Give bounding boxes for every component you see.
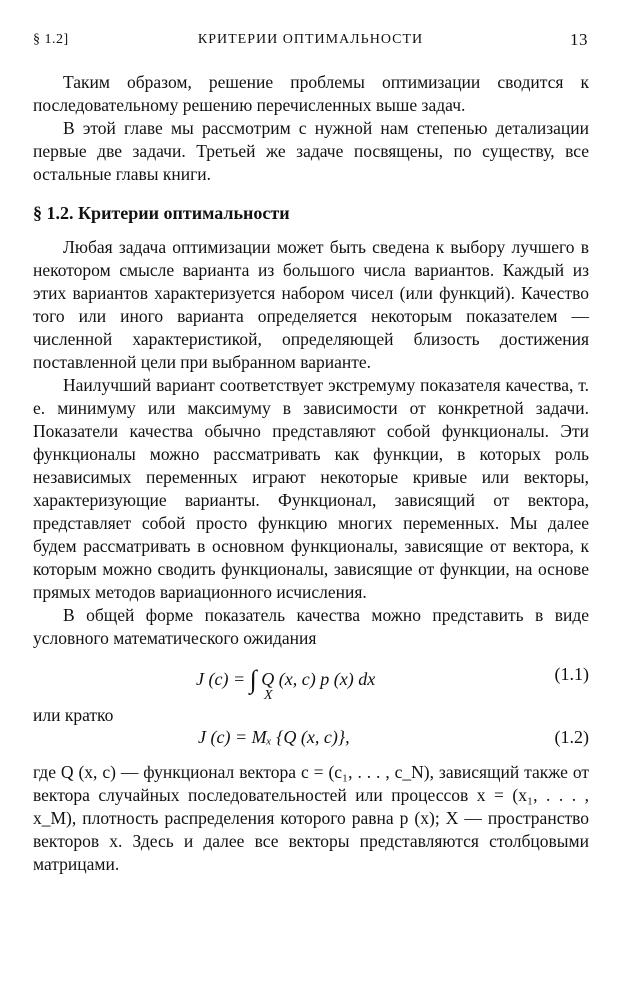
page-body xyxy=(33,71,589,876)
integral-domain: X xyxy=(264,688,273,703)
equation-1-1-lhs: J (c) = xyxy=(196,669,246,689)
paragraph: В общей форме показатель качества можно представить в виде условного математического ожидания xyxy=(33,605,589,648)
equation-1-1-formula xyxy=(196,662,376,703)
or-briefly-text: или кратко xyxy=(33,705,114,725)
equation-1-1-integrand: Q (x, c) p (x) dx xyxy=(261,669,376,689)
paragraph: Любая задача оптимизации может быть сведена к выбору лучшего в некотором смысле варианта из большого числа вариантов. Каждый из этих вариантов характеризуется набором чисел (или функций). Качество того или иного варианта определяется некоторым показателем — численной характеристикой, определяющей близость достижения поставленной цели при выбранном варианте. xyxy=(33,237,589,372)
paragraph: где Q (x, c) — функционал вектора c = (c₁, . . . , c_N), зависящий также от вектора случайных последовательностей или процессов x = (x₁, . . . , x_M), плотность распределения которого равна p (x); X — пространство векторов x. Здесь и далее все векторы представляются столбцовыми матрицами. xyxy=(33,762,589,874)
integral-sign-icon: ∫ xyxy=(249,665,257,694)
paragraph: Наилучший вариант соответствует экстремуму показателя качества, т. е. минимуму или максимуму в зависимости от конкретной задачи. Показатели качества обычно представляют собой функционалы. Эти функционалы можно рассматривать как функции, в которых роль независимых переменных играют некоторые кривые или векторы, характеризующие варианты. Функционал, зависящий от вектора, представляет собой просто функцию многих переменных. Мы далее будем рассматривать в основном функционалы, зависящие от вектора, к которым можно сводить функционалы, зависящие от функции, на основе прямых методов вариационного исчисления. xyxy=(33,375,589,602)
equation-1-1 xyxy=(33,658,589,704)
paragraph: В этой главе мы рассмотрим с нужной нам степенью детализации первые две задачи. Третьей же задаче посвящены, по существу, все остальные главы книги. xyxy=(33,118,589,184)
equation-1-2-formula: J (c) = Mₓ {Q (x, c)}, xyxy=(198,727,350,747)
section-heading: § 1.2. Критерии оптимальности xyxy=(33,203,290,223)
paragraph: Таким образом, решение проблемы оптимизации сводится к последовательному решению перечисленных выше задач. xyxy=(33,72,589,115)
running-header xyxy=(33,30,588,54)
page-number: 13 xyxy=(570,30,588,49)
equation-1-2 xyxy=(33,727,589,761)
equation-1-1-number: (1.1) xyxy=(554,664,589,684)
header-section-ref: § 1.2] xyxy=(33,32,69,47)
equation-1-2-number: (1.2) xyxy=(554,727,589,747)
header-title: КРИТЕРИИ ОПТИМАЛЬНОСТИ xyxy=(197,32,424,47)
